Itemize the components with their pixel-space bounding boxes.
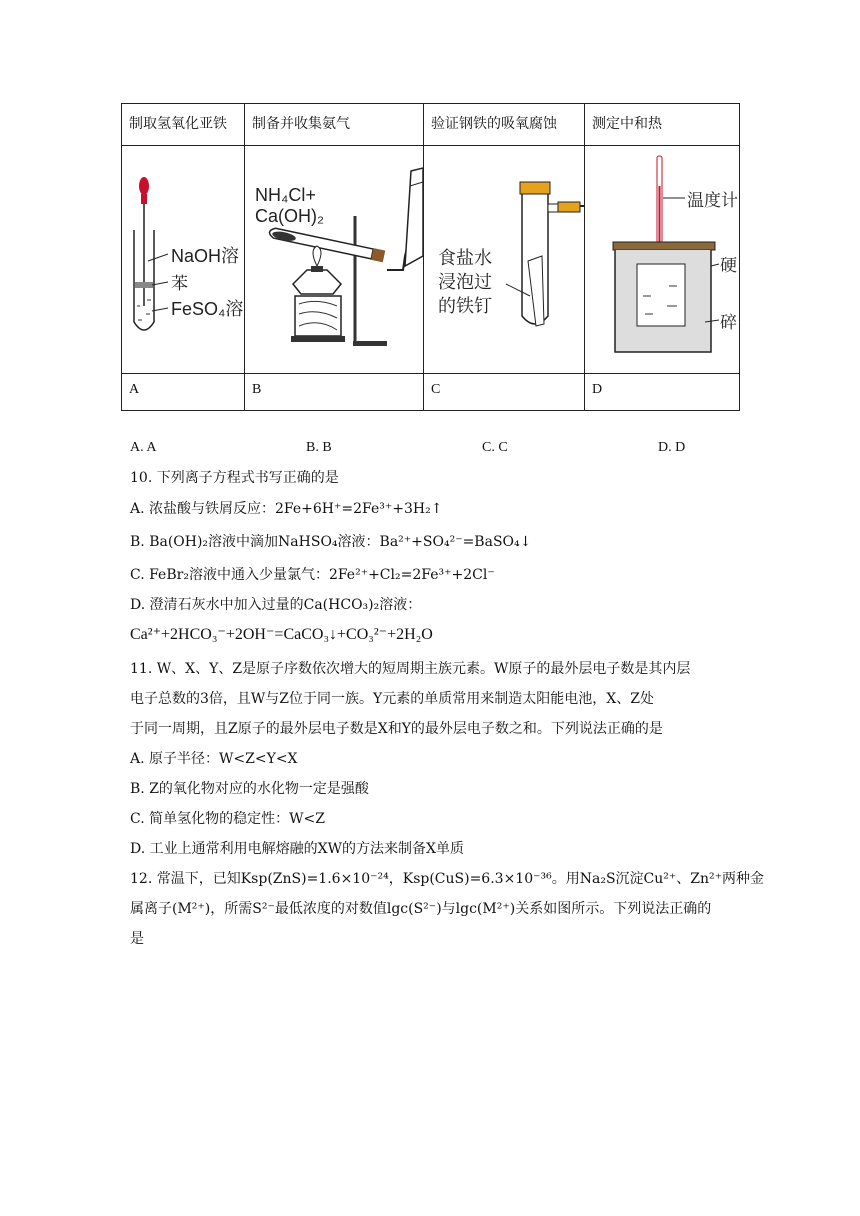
q12-line-3: 是 xyxy=(130,931,144,947)
q10-option-a: A. 浓盐酸与铁屑反应：2Fe+6H⁺=2Fe³⁺+3H₂↑ xyxy=(130,501,443,517)
q10-option-d-equation: Ca²⁺+2HCO₃⁻+2OH⁻=CaCO₃↓+CO₃²⁻+2H₂O xyxy=(130,626,433,643)
board-label: 硬 xyxy=(720,256,737,276)
calorimeter-apparatus xyxy=(585,146,740,373)
benzene-label: 苯 xyxy=(171,274,188,294)
figure-c xyxy=(424,146,585,374)
q10-option-b: B. Ba(OH)₂溶液中滴加NaHSO₄溶液：Ba²⁺+SO₄²⁻=BaSO₄↓ xyxy=(130,534,532,550)
label-b: B xyxy=(245,374,424,411)
q10-stem: 10. 下列离子方程式书写正确的是 xyxy=(130,470,339,486)
naoh-label: NaOH溶 xyxy=(171,246,240,266)
q11-line-1: 11. W、X、Y、Z是原子序数依次增大的短周期主族元素。W原子的最外层电子数是其内层 xyxy=(130,661,691,677)
ammonia-apparatus xyxy=(245,146,424,373)
reagent-line2: Ca(OH)₂ xyxy=(255,206,324,226)
q10-option-d: D. 澄清石灰水中加入过量的Ca(HCO₃)₂溶液： xyxy=(130,597,422,613)
q11-option-a: A. 原子半径：W<Z<Y<X xyxy=(130,751,298,767)
q11-line-3: 于同一周期，且Z原子的最外层电子数是X和Y的最外层电子数之和。下列说法正确的是 xyxy=(130,721,663,737)
corrosion-apparatus xyxy=(424,146,585,373)
label-c: C xyxy=(424,374,585,411)
q9-option-d: D. D xyxy=(658,440,686,455)
experiment-table xyxy=(121,103,740,411)
header-a: 制取氢氧化亚铁 xyxy=(122,104,245,146)
foam-label: 碎 xyxy=(720,313,737,333)
q12-line-1: 12. 常温下，已知Ksp(ZnS)=1.6×10⁻²⁴，Ksp(CuS)=6.3×10⁻³⁶。用Na₂S沉淀Cu²⁺、Zn²⁺两种金 xyxy=(130,871,765,887)
q11-option-b: B. Z的氧化物对应的水化物一定是强酸 xyxy=(130,781,369,797)
label-d: D xyxy=(585,374,740,411)
q11-option-d: D. 工业上通常利用电解熔融的XW的方法来制备X单质 xyxy=(130,841,464,857)
feso4-label: FeSO₄溶 xyxy=(171,299,244,319)
q11-option-c: C. 简单氢化物的稳定性：W<Z xyxy=(130,811,325,827)
q12-line-2: 属离子(M²⁺)，所需S²⁻最低浓度的对数值lgc(S²⁻)与lgc(M²⁺)关系如图所示。下列说法正确的 xyxy=(130,901,712,917)
q9-option-a: A. A xyxy=(130,440,157,455)
figure-a xyxy=(122,146,245,374)
c-label-3: 的铁钉 xyxy=(438,296,492,317)
q10-option-c: C. FeBr₂溶液中通入少量氯气：2Fe²⁺+Cl₂=2Fe³⁺+2Cl⁻ xyxy=(130,567,495,583)
thermometer-label: 温度计 xyxy=(687,191,738,211)
header-c: 验证钢铁的吸氧腐蚀 xyxy=(424,104,585,146)
q9-option-c: C. C xyxy=(482,440,508,455)
fe-hydroxide-apparatus xyxy=(122,146,245,373)
c-label-1: 食盐水 xyxy=(438,248,492,269)
header-b: 制备并收集氨气 xyxy=(245,104,424,146)
reagent-line1: NH₄Cl+ xyxy=(255,185,316,205)
c-label-2: 浸泡过 xyxy=(438,272,492,293)
figure-b xyxy=(245,146,424,374)
q9-option-b: B. B xyxy=(306,440,332,455)
figure-d xyxy=(585,146,740,374)
label-a: A xyxy=(122,374,245,411)
q11-line-2: 电子总数的3倍，且W与Z位于同一族。Y元素的单质常用来制造太阳能电池，X、Z处 xyxy=(130,691,654,707)
header-d: 测定中和热 xyxy=(585,104,740,146)
